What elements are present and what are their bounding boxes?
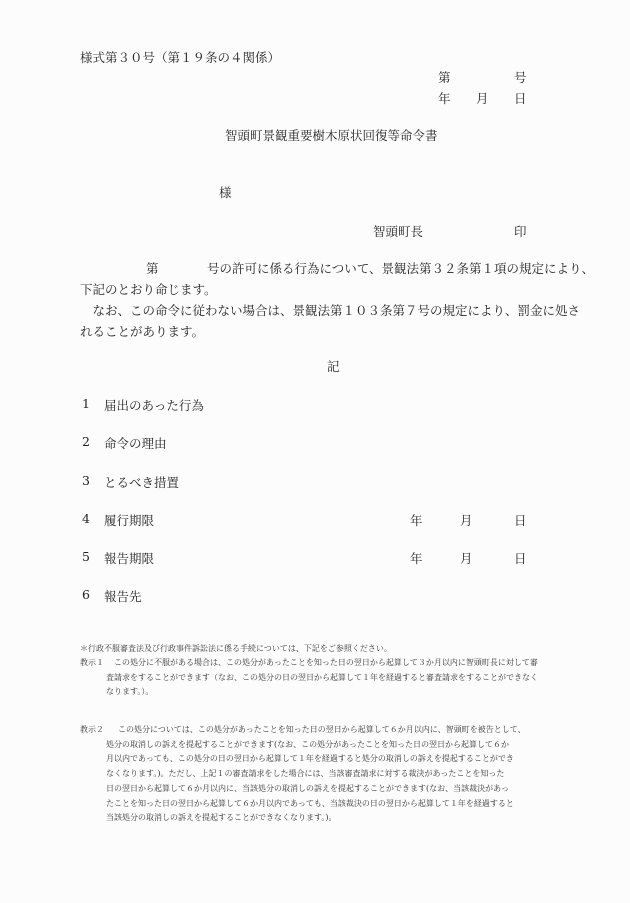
kyoji-2-line: なくなります。)。ただし、上記１の審査請求をした場合には、当該審査請求に対する裁決があったことを知った xyxy=(106,769,505,779)
date-year: 年 xyxy=(438,91,451,106)
kyoji-2-label: 教示２ xyxy=(80,725,104,734)
number-suffix: 号 xyxy=(514,70,527,85)
permit-number-prefix: 第 xyxy=(146,261,159,276)
deadline-month: 月 xyxy=(460,513,473,528)
item-label: 報告先 xyxy=(104,589,142,604)
report-year: 年 xyxy=(410,551,423,566)
addressee-suffix: 様 xyxy=(219,185,232,200)
number-prefix: 第 xyxy=(438,70,451,85)
list-item xyxy=(82,473,180,490)
item-label: とるべき措置 xyxy=(104,475,180,490)
kyoji-2-line: 月以内であっても、この処分の日の翌日から起算して１年を経過すると処分の取消しの訴えを提起することができ xyxy=(106,754,514,764)
item-number: 4 xyxy=(82,511,90,526)
list-item xyxy=(82,434,167,451)
list-item xyxy=(82,587,142,604)
issuer xyxy=(373,222,533,240)
item-number: 6 xyxy=(82,587,90,602)
p1-line1: 号の許可に係る行為について、景観法第３２条第１項の規定により、 xyxy=(207,261,595,276)
kyoji-1-line: 査請求をすることができます（なお、この処分の日の翌日から起算して１年を経過すると審査請求をすることができなく xyxy=(106,672,538,682)
list-item xyxy=(82,396,204,413)
item-label: 届出のあった行為 xyxy=(104,398,204,413)
item-label: 履行期限 xyxy=(104,513,155,528)
item-number: 5 xyxy=(82,549,90,564)
item-label: 報告期限 xyxy=(104,551,155,566)
kyoji-2-text xyxy=(106,723,526,826)
deadline-year: 年 xyxy=(410,513,423,528)
p2-line1: なお、この命令に従わない場合は、景観法第１０３条第７号の規定により、罰金に処さ xyxy=(80,303,581,318)
kyoji-2-line: 日の翌日から起算して６か月以内に、当該処分の取消しの訴えを提起することができます(なお、当該裁決があっ xyxy=(106,783,510,793)
p1-line2: 下記のとおり命じます。 xyxy=(80,282,217,297)
deadline-day: 日 xyxy=(514,513,527,528)
page-title: 智頭町景観重要樹木原状回復等命令書 xyxy=(225,128,438,143)
report-month: 月 xyxy=(460,551,473,566)
date-month: 月 xyxy=(476,91,489,106)
item-number: 1 xyxy=(82,396,90,411)
notes-intro: ＊行政不服審査法及び行政事件訴訟法に係る手続については、下記をご参照ください。 xyxy=(80,644,392,653)
body-paragraph-2 xyxy=(80,300,610,342)
p2-line2: れることがあります。 xyxy=(80,324,205,339)
date-day: 日 xyxy=(514,91,527,106)
kyoji-2-line: 処分の取消しの訴えを提起することができます(なお、この処分があったことを知った日の翌日から起算して６か xyxy=(106,739,510,749)
kyoji-2-line: この処分については、この処分があったことを知った日の翌日から起算して６か月以内に、智頭町を被告として、 xyxy=(118,725,526,734)
report-day: 日 xyxy=(514,551,527,566)
kyoji-2-line: たことを知った日の翌日から起算して６か月以内であっても、当該裁決の日の翌日から起算して１年を経過すると xyxy=(106,798,514,808)
kyoji-1-label: 教示１ xyxy=(80,658,104,667)
issuer-name: 智頭町長 xyxy=(373,224,424,239)
document-date xyxy=(438,89,538,107)
item-number: 2 xyxy=(82,434,90,449)
kyoji-1-line: なります。）。 xyxy=(106,687,154,697)
item-number: 3 xyxy=(82,473,90,488)
seal-mark: 印 xyxy=(514,224,527,239)
item-label: 命令の理由 xyxy=(104,436,167,451)
kyoji-2-line: 当該処分の取消しの訴えを提起することができなくなります。)。 xyxy=(106,813,337,823)
list-item xyxy=(82,511,532,526)
document-number xyxy=(438,68,527,86)
kyoji-1-line: この処分に不服がある場合は、この処分があったことを知った日の翌日から起算して３か月以内に智頭町長に対して審 xyxy=(114,658,538,667)
body-paragraph-1 xyxy=(80,258,610,300)
kyoji-1-text xyxy=(106,656,538,700)
form-label: 様式第３０号（第１９条の４関係） xyxy=(80,50,281,65)
ki-heading: 記 xyxy=(327,359,340,374)
list-item xyxy=(82,549,532,564)
